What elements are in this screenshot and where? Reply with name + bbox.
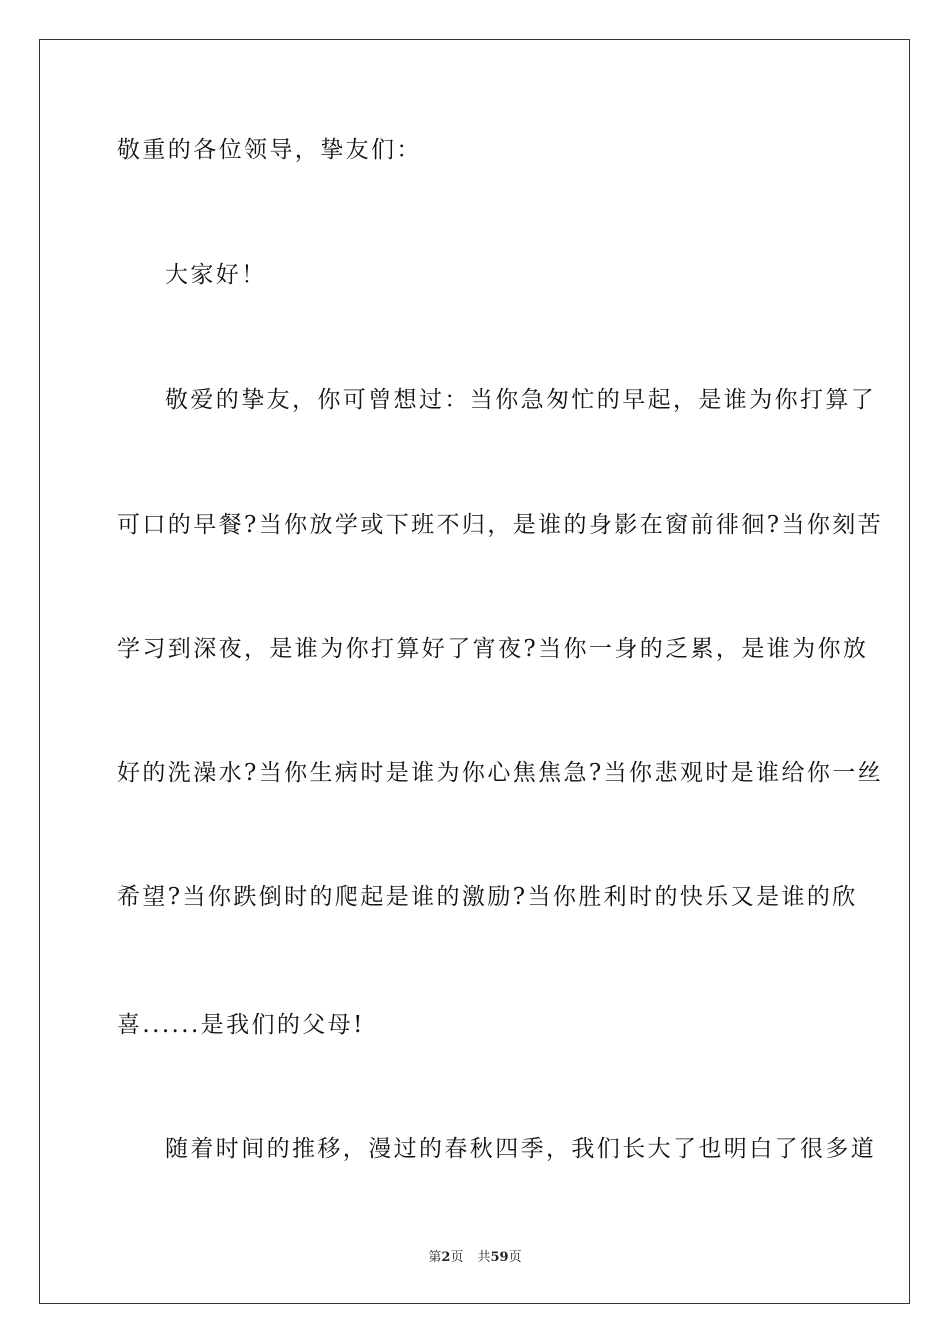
current-page-number: 2 (441, 1250, 451, 1265)
page-suffix: 页 (450, 1250, 464, 1265)
page-prefix: 第 (428, 1250, 442, 1265)
salutation: 敬重的各位领导，挚友们： (117, 137, 422, 163)
total-prefix: 共 (477, 1250, 491, 1265)
greeting: 大家好！ (165, 262, 267, 288)
paragraph-line: 可口的早餐?当你放学或下班不归，是谁的身影在窗前徘徊?当你刻苦 (117, 512, 884, 538)
paragraph-line: 随着时间的推移，漫过的春秋四季，我们长大了也明白了很多道 (165, 1136, 877, 1162)
page-footer (0, 1249, 950, 1267)
page-border (39, 39, 910, 1304)
paragraph-line: 好的洗澡水?当你生病时是谁为你心焦焦急?当你悲观时是谁给你一丝 (117, 760, 884, 786)
paragraph-line: 学习到深夜，是谁为你打算好了宵夜?当你一身的乏累，是谁为你放 (117, 636, 869, 662)
paragraph-line: 敬爱的挚友，你可曾想过：当你急匆忙的早起，是谁为你打算了 (165, 387, 877, 413)
paragraph-line: 希望?当你跌倒时的爬起是谁的激励?当你胜利时的快乐又是谁的欣 (117, 884, 858, 910)
paragraph-line: 喜......是我们的父母! (117, 1012, 365, 1038)
total-page-count: 59 (490, 1250, 509, 1265)
total-suffix: 页 (508, 1250, 522, 1265)
